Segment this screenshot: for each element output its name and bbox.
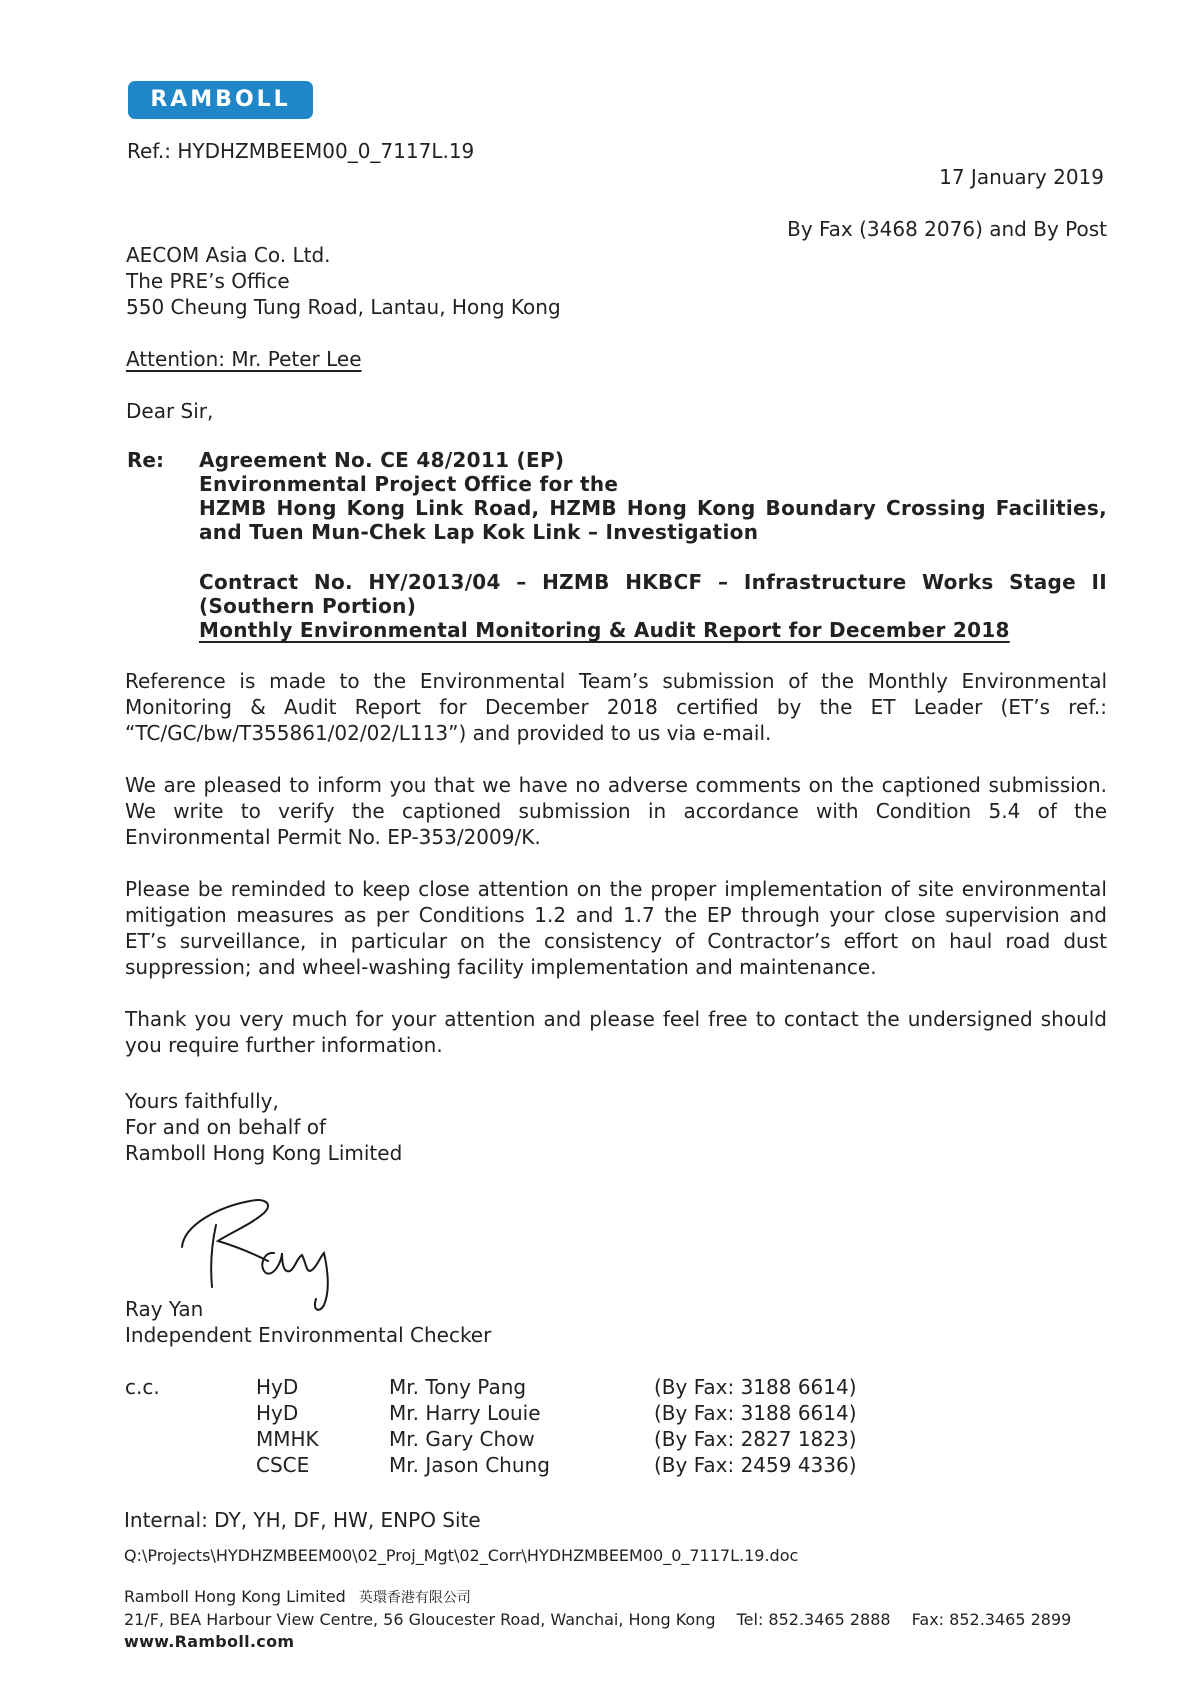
subject-agreement [199, 448, 1107, 544]
cc-fax: (By Fax: 3188 6614) [654, 1401, 857, 1425]
subject-line: Agreement No. CE 48/2011 (EP) [199, 448, 565, 472]
body-line: Monitoring & Audit Report for December 2018 certified by the ET Leader (ET’s ref.: [125, 695, 1107, 719]
signatory-name: Ray Yan [125, 1297, 204, 1321]
cc-fax: (By Fax: 2827 1823) [654, 1427, 857, 1451]
signatory-title: Independent Environmental Checker [125, 1323, 492, 1347]
body-line: Environmental Permit No. EP-353/2009/K. [125, 825, 541, 849]
body-line: Please be reminded to keep close attention on the proper implementation of site environmental [125, 877, 1107, 901]
footer-address-line [124, 1609, 1071, 1631]
body-paragraph-3 [125, 876, 1107, 980]
subject-contract [199, 570, 1107, 642]
cc-org: MMHK [256, 1427, 319, 1451]
cc-name: Mr. Jason Chung [389, 1453, 550, 1477]
cc-fax: (By Fax: 2459 4336) [654, 1453, 857, 1477]
recipient-address: 550 Cheung Tung Road, Lantau, Hong Kong [126, 295, 561, 319]
cc-org: CSCE [256, 1453, 310, 1477]
reference-number: Ref.: HYDHZMBEEM00_0_7117L.19 [127, 139, 475, 163]
contract-line: (Southern Portion) [199, 594, 417, 618]
body-paragraph-4 [125, 1006, 1107, 1058]
body-line: We write to verify the captioned submission in accordance with Condition 5.4 of the [125, 799, 1107, 823]
subject-line: HZMB Hong Kong Link Road, HZMB Hong Kong Boundary Crossing Facilities, [199, 496, 1107, 520]
file-path: Q:\Projects\HYDHZMBEEM00\02_Proj_Mgt\02_Corr\HYDHZMBEEM00_0_7117L.19.doc [124, 1546, 799, 1565]
cc-name: Mr. Gary Chow [389, 1427, 535, 1451]
cc-org-column [256, 1374, 319, 1478]
body-line: you require further information. [125, 1033, 443, 1057]
subject-line: Environmental Project Office for the [199, 472, 619, 496]
footer-company [124, 1586, 471, 1609]
footer-company-chinese: 英環香港有限公司 [358, 1590, 471, 1606]
cc-name: Mr. Tony Pang [389, 1375, 527, 1399]
salutation: Dear Sir, [126, 399, 214, 423]
footer-website: www.Ramboll.com [124, 1632, 295, 1651]
closing-company: Ramboll Hong Kong Limited [125, 1141, 403, 1165]
footer-tel: Tel: 852.3465 2888 [736, 1610, 891, 1629]
body-line: Thank you very much for your attention and please feel free to contact the undersigned should [125, 1007, 1107, 1031]
contract-line: Contract No. HY/2013/04 – HZMB HKBCF – Infrastructure Works Stage II [199, 570, 1107, 594]
recipient-company: AECOM Asia Co. Ltd. [126, 243, 331, 267]
body-line: “TC/GC/bw/T355861/02/02/L113”) and provided to us via e-mail. [125, 721, 772, 745]
ramboll-logo: RAMBOLL [128, 81, 313, 119]
cc-name: Mr. Harry Louie [389, 1401, 541, 1425]
closing-line: Yours faithfully, [125, 1089, 279, 1113]
subject-label: Re: [127, 448, 164, 472]
cc-fax: (By Fax: 3188 6614) [654, 1375, 857, 1399]
cc-fax-column [654, 1374, 857, 1478]
body-paragraph-1 [125, 668, 1107, 746]
subject-line: and Tuen Mun-Chek Lap Kok Link – Investigation [199, 520, 759, 544]
cc-label: c.c. [125, 1375, 160, 1399]
delivery-method: By Fax (3468 2076) and By Post [787, 217, 1107, 241]
handwritten-signature [178, 1195, 363, 1315]
body-line: mitigation measures as per Conditions 1.2 and 1.7 the EP through your close supervision and [125, 903, 1107, 927]
body-line: Reference is made to the Environmental Team’s submission of the Monthly Environmental [125, 669, 1107, 693]
cc-org: HyD [256, 1375, 299, 1399]
body-line: We are pleased to inform you that we have no adverse comments on the captioned submission. [125, 773, 1107, 797]
footer-address: 21/F, BEA Harbour View Centre, 56 Gloucester Road, Wanchai, Hong Kong [124, 1610, 716, 1629]
report-title: Monthly Environmental Monitoring & Audit Report for December 2018 [199, 618, 1010, 642]
cc-name-column [389, 1374, 550, 1478]
letter-date: 17 January 2019 [939, 165, 1104, 189]
attention-line: Attention: Mr. Peter Lee [126, 347, 362, 371]
cc-org: HyD [256, 1401, 299, 1425]
body-line: suppression; and wheel-washing facility implementation and maintenance. [125, 955, 877, 979]
footer-company-name: Ramboll Hong Kong Limited [124, 1587, 346, 1606]
closing-line: For and on behalf of [125, 1115, 327, 1139]
internal-distribution: Internal: DY, YH, DF, HW, ENPO Site [124, 1508, 481, 1532]
footer-fax: Fax: 852.3465 2899 [911, 1610, 1072, 1629]
body-paragraph-2 [125, 772, 1107, 850]
body-line: ET’s surveillance, in particular on the consistency of Contractor’s effort on haul road dust [125, 929, 1107, 953]
recipient-office: The PRE’s Office [126, 269, 290, 293]
